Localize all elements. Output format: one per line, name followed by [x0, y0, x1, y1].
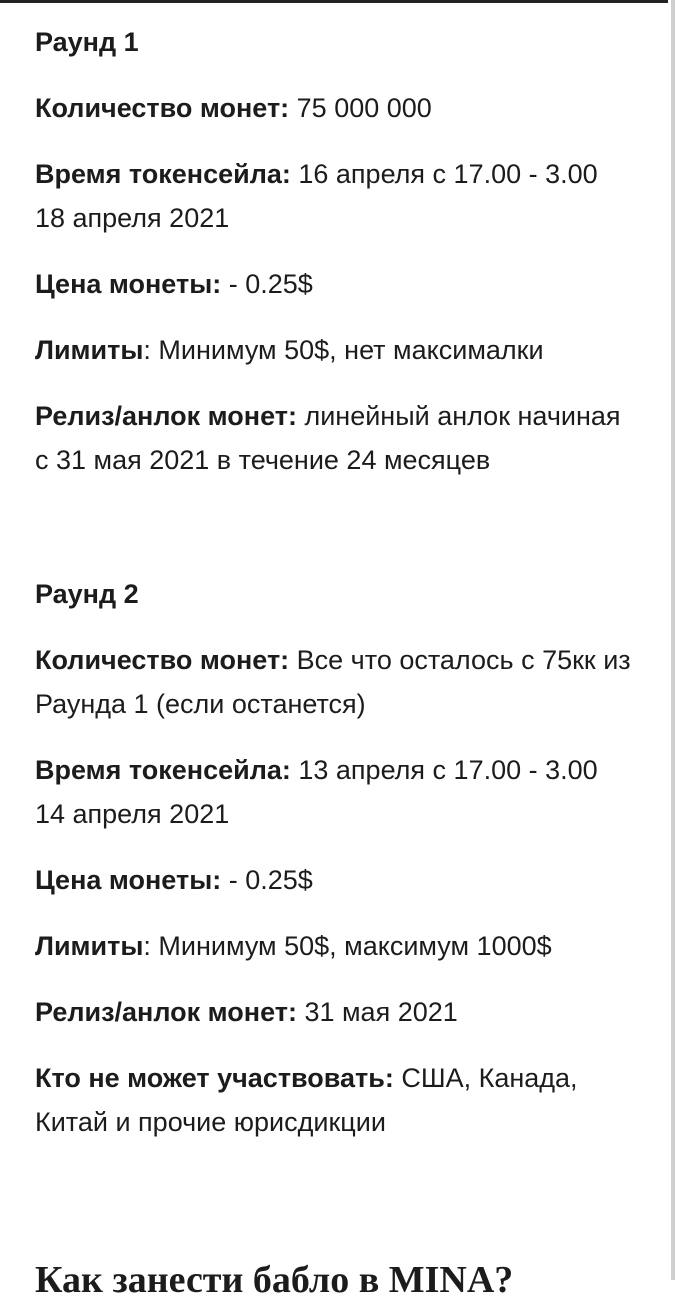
field-label: Кто не может участвовать:	[35, 1063, 394, 1093]
field-value: : Минимум 50$, нет максималки	[143, 335, 544, 365]
round-2-coin-price	[35, 858, 635, 902]
field-value: : Минимум 50$, максимум 1000$	[143, 931, 552, 961]
top-divider	[0, 0, 668, 3]
round-1-coin-price	[35, 262, 635, 306]
field-value: - 0.25$	[221, 269, 313, 299]
round-2-restrictions	[35, 1056, 635, 1144]
round-2-release	[35, 990, 635, 1034]
round-2-sale-time	[35, 748, 635, 836]
field-value: Все что осталось с 75кк из Раунда 1 (если останется)	[35, 645, 631, 719]
round-1-title: Раунд 1	[35, 27, 139, 57]
round-2-section	[35, 572, 635, 1144]
field-value: 31 мая 2021	[296, 997, 458, 1027]
scroll-edge	[671, 0, 675, 1280]
round-2-coin-count	[35, 638, 635, 726]
round-2-title: Раунд 2	[35, 579, 139, 609]
round-1-limits	[35, 328, 635, 372]
round-1-coin-count	[35, 86, 635, 130]
field-label: Количество монет:	[35, 93, 290, 123]
field-label: Количество монет:	[35, 645, 290, 675]
field-value: 13 апреля с 17.00 - 3.00 14 апреля 2021	[35, 755, 598, 829]
field-value: - 0.25$	[221, 865, 313, 895]
field-label: Цена монеты:	[35, 865, 222, 895]
round-1-release	[35, 394, 635, 482]
field-value: 16 апреля с 17.00 - 3.00 18 апреля 2021	[35, 159, 598, 233]
field-label: Время токенсейла:	[35, 159, 291, 189]
field-value: линейный анлок начиная с 31 мая 2021 в течение 24 месяцев	[35, 401, 621, 475]
round-2-limits	[35, 924, 635, 968]
field-label: Лимиты	[35, 335, 144, 365]
round-1-section	[35, 20, 635, 482]
next-section-heading: Как занести бабло в MINA?	[35, 1259, 514, 1301]
field-value: 75 000 000	[289, 93, 432, 123]
field-value: США, Канада, Китай и прочие юрисдикции	[35, 1063, 578, 1137]
round-1-sale-time	[35, 152, 635, 240]
article-body	[35, 20, 635, 1166]
field-label: Время токенсейла:	[35, 755, 291, 785]
field-label: Цена монеты:	[35, 269, 222, 299]
field-label: Лимиты	[35, 931, 144, 961]
field-label: Релиз/анлок монет:	[35, 997, 297, 1027]
field-label: Релиз/анлок монет:	[35, 401, 297, 431]
